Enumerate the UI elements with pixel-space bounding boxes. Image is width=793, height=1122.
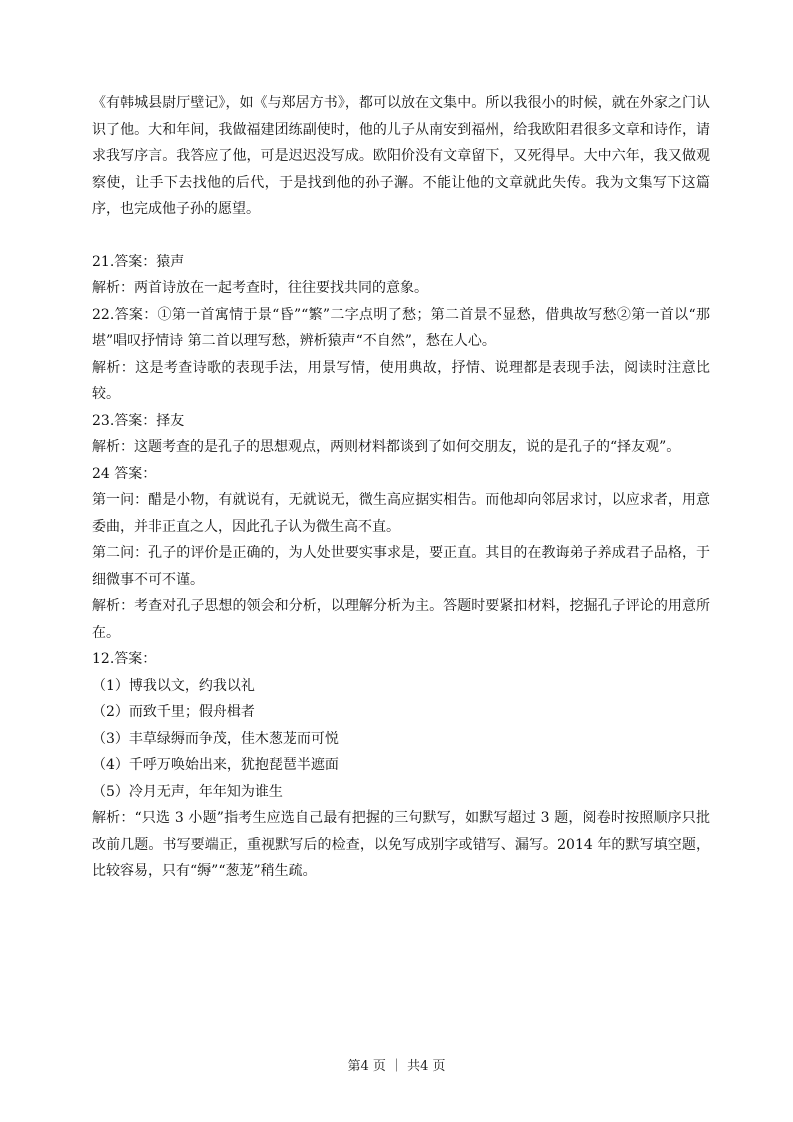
analysis-line-12: 解析：“只选 3 小题”指考生应选自己最有把握的三句默写，如默写超过 3 题，阅卷时按照顺序只批改前几题。书写要端正，重视默写后的检查，以免写成别字或错写、漏写。2014 年的默写填空题，比较容易，只有“缛”“葱茏”稍生疏。	[92, 810, 710, 879]
answer-12-item-5: （5）冷月无声，年年知为谁生	[92, 783, 283, 800]
answer-12-item-4: （4）千呼万唤始出来，犹抱琵琶半遮面	[92, 757, 339, 773]
answer-line-22: 22.答案：①第一首寓情于景“昏”“繁”二字点明了愁；第二首景不显愁，借典故写愁②第一首以“那堪”唱叹抒情诗 第二首以理写愁，辨析猿声“不自然”，愁在人心。	[92, 306, 710, 349]
analysis-line-23: 解析：这题考查的是孔子的思想观点，两则材料都谈到了如何交朋友，说的是孔子的“择友观”。	[92, 439, 681, 455]
intro-text: 《有韩城县尉厅壁记》，如《与郑居方书》，都可以放在文集中。所以我很小的时候，就在外家之门认识了他。大和年间，我做福建团练副使时，他的儿子从南安到福州，给我欧阳君很多文章和诗作，请求我写序言。我答应了他，可是迟迟没写成。欧阳价没有文章留下，又死得早。大中六年，我又做观察使，让手下去找他的后代，于是找到他的孙子澥。不能让他的文章就此失传。我为文集写下这篇序，也完成他子孙的愿望。	[92, 95, 710, 217]
answer-line-24: 24 答案：	[92, 465, 157, 482]
answer-24-part-2: 第二问：孔子的评价是正确的，为人处世要实事求是，要正直。其目的在教诲弟子养成君子品格，于细微事不可不谨。	[92, 545, 710, 588]
analysis-line-21: 解析：两首诗放在一起考查时，往往要找共同的意象。	[92, 280, 428, 296]
answer-line-21: 21.答案：猿声	[92, 253, 185, 270]
intro-paragraph	[92, 90, 710, 223]
answer-line-23: 23.答案：择友	[92, 412, 185, 429]
document-body	[92, 90, 710, 885]
answer-12-item-1: （1）博我以文，约我以礼	[92, 677, 255, 694]
answer-line-12: 12.答案：	[92, 651, 157, 667]
page-footer: 第4 页 ｜ 共4 页	[347, 1059, 446, 1074]
answer-24-part-1: 第一问：醋是小物，有就说有，无就说无，微生高应据实相告。而他却向邻居求讨，以应求者，用意委曲，并非正直之人，因此孔子认为微生高不直。	[92, 492, 710, 535]
analysis-line-22: 解析：这是考查诗歌的表现手法，用景写情，使用典故，抒情、说理都是表现手法，阅读时注意比较。	[92, 359, 710, 402]
answer-12-item-2: （2）而致千里；假舟楫者	[92, 704, 255, 720]
answer-12-item-3: （3）丰草绿缛而争茂，佳木葱茏而可悦	[92, 730, 339, 747]
analysis-line-24: 解析：考查对孔子思想的领会和分析，以理解分析为主。答题时要紧扣材料，挖掘孔子评论的用意所在。	[92, 598, 710, 641]
